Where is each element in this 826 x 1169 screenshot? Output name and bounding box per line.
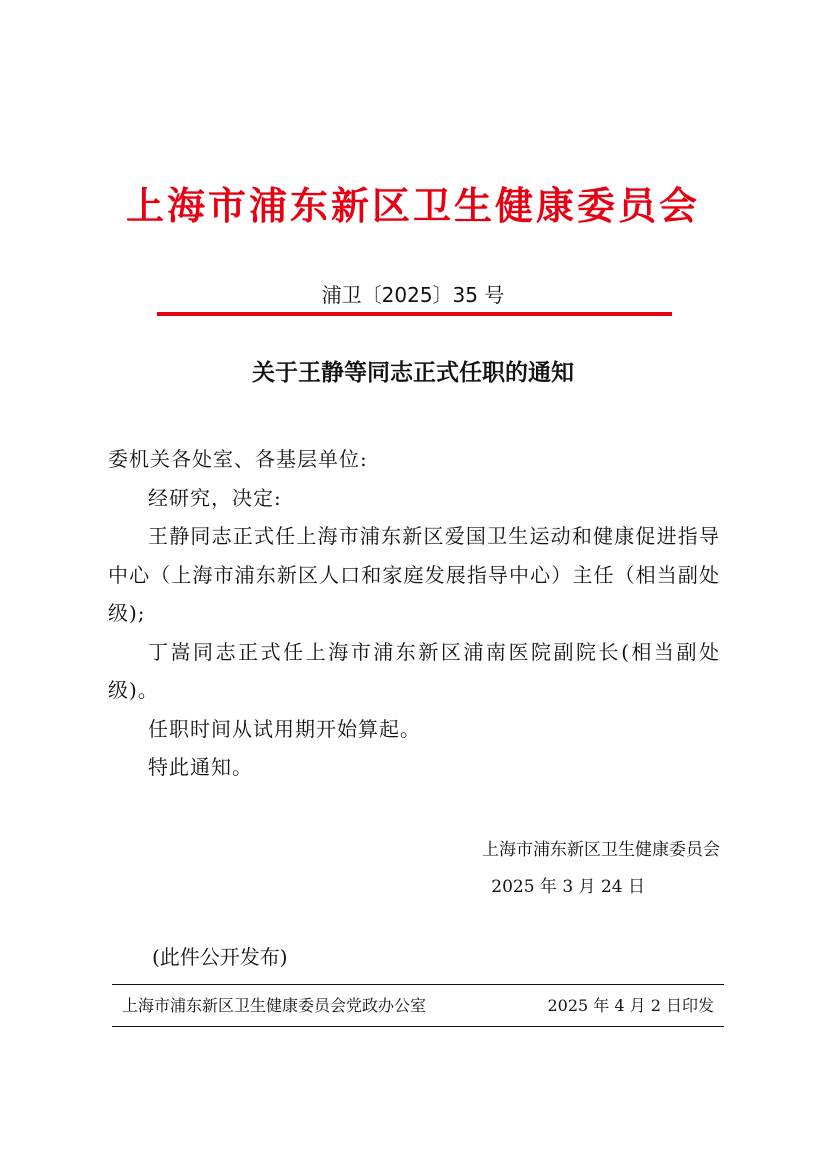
- body-paragraph: 特此通知。: [148, 755, 253, 779]
- notice-title: 关于王静等同志正式任职的通知: [252, 360, 574, 386]
- red-separator-line: [157, 312, 672, 316]
- footer-bottom-rule: [112, 1026, 724, 1027]
- footer-print-date: 2025 年 4 月 2 日印发: [547, 996, 714, 1015]
- body-paragraph: 任职时间从试用期开始算起。: [148, 716, 421, 741]
- org-red-header: 上海市浦东新区卫生健康委员会: [125, 184, 700, 228]
- notice-body: [108, 440, 720, 787]
- document-number: 浦卫〔2025〕35 号: [321, 283, 505, 307]
- body-paragraph: 王静同志正式任上海市浦东新区爱国卫生运动和健康促进指导中心（上海市浦东新区人口和家庭发展指导中心）主任（相当副处级);: [108, 524, 720, 625]
- salutation: 委机关各处室、各基层单位:: [108, 447, 368, 471]
- signature-organization: 上海市浦东新区卫生健康委员会: [482, 840, 720, 860]
- footer-top-rule: [112, 984, 724, 985]
- body-paragraph: 经研究，决定:: [148, 485, 282, 510]
- footer-issuer: 上海市浦东新区卫生健康委员会党政办公室: [122, 996, 427, 1015]
- signature-date: 2025 年 3 月 24 日: [491, 877, 645, 897]
- public-release-note: (此件公开发布): [152, 945, 288, 969]
- body-paragraph: 丁嵩同志正式任上海市浦东新区浦南医院副院长(相当副处级)。: [108, 639, 720, 702]
